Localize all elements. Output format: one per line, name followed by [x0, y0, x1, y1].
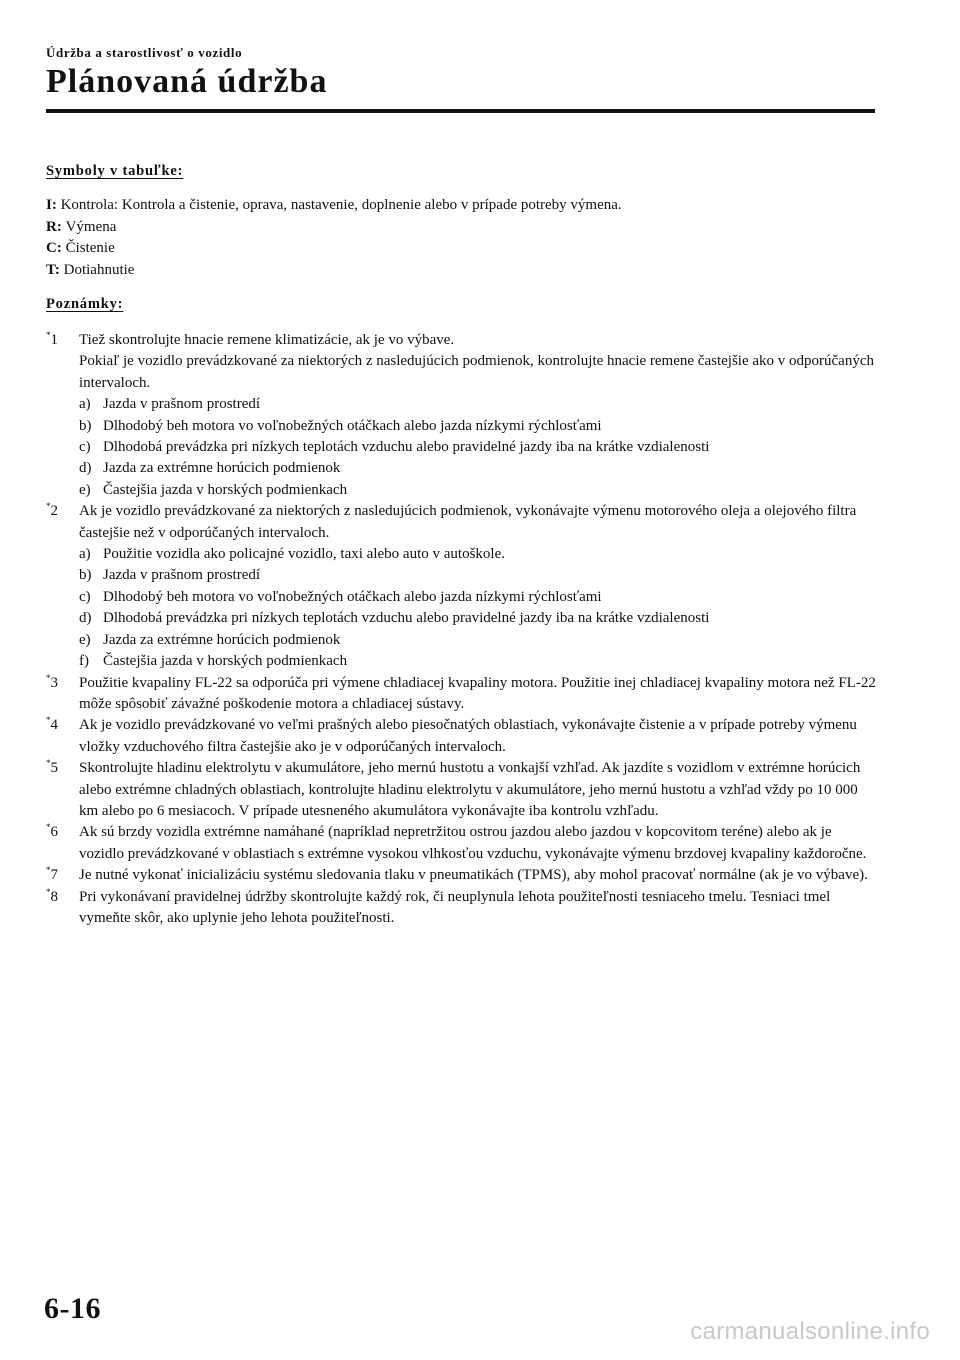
note-7 [46, 865, 876, 886]
list-item: e) Jazda za extrémne horúcich podmienok [79, 631, 341, 648]
note-text: Je nutné vykonať inicializáciu systému sledovania tlaku v pneumatikách (TPMS), aby mohol pracovať normálne (ak je vo výbave). [79, 867, 868, 884]
page-title: Plánovaná údržba [46, 63, 328, 100]
condition-list [79, 544, 876, 672]
symbol-description: Dotiahnutie [63, 261, 135, 278]
note-number: *1 [46, 330, 58, 348]
symbol-key: T: [46, 261, 60, 278]
note-number: *2 [46, 501, 58, 520]
symbols-list [46, 195, 876, 281]
list-item: f) Častejšia jazda v horských podmienkach [79, 653, 348, 670]
list-item: d) Dlhodobá prevádzka pri nízkych teplotách vzduchu alebo pravidelné jazdy iba na krátke vzdialenosti [79, 610, 710, 627]
note-text: Tiež skontrolujte hnacie remene klimatizácie, ak je vo výbave. [79, 332, 455, 348]
notes-heading: Poznámky: [46, 296, 124, 312]
note-number: *3 [46, 672, 58, 691]
list-item: c) Dlhodobá prevádzka pri nízkych teplotách vzduchu alebo pravidelné jazdy iba na krátke vzdialenosti [79, 439, 710, 456]
note-3 [46, 673, 876, 716]
symbol-key: C: [46, 240, 62, 256]
title-divider [46, 109, 875, 113]
symbol-row-inspect [46, 195, 876, 217]
note-body [79, 330, 876, 501]
note-5 [46, 758, 876, 822]
symbol-row-replace [46, 217, 876, 239]
note-6 [46, 822, 876, 865]
note-text: Použitie kvapaliny FL-22 sa odporúča pri výmene chladiacej kvapaliny motora. Použitie inej chladiacej kvapaliny motora než FL-22 môže spôsobiť závažné poškodenie motora a chladiacej sústavy. [79, 674, 876, 712]
note-text: Ak je vozidlo prevádzkované za niektorých z nasledujúcich podmienok, vykonávajte výmenu motorového oleja a olejového filtra častejšie než v odporúčaných intervaloch. [79, 503, 857, 541]
note-number: *5 [46, 758, 58, 777]
note-number: *7 [46, 865, 58, 884]
note-number: *8 [46, 886, 58, 905]
condition-list [79, 394, 876, 501]
list-item: a) Použitie vozidla ako policajné vozidlo, taxi alebo auto v autoškole. [79, 546, 505, 563]
list-item: e) Častejšia jazda v horských podmienkach [79, 481, 348, 498]
note-text: Ak sú brzdy vozidla extrémne namáhané (napríklad nepretržitou ostrou jazdou alebo jazdou v kopcovitom teréne) alebo ak je vozidlo prevádzkované v oblastiach s extrémne vysokou vlhkosťou vzduchu, vykonávajte výmenu brzdovej kvapaliny každoročne. [79, 824, 867, 862]
note-text: Ak je vozidlo prevádzkované vo veľmi prašných alebo piesočnatých oblastiach, vykonávajte čistenie a v prípade potreby výmenu vložky vzduchového filtra častejšie ako je v odporúčaných intervaloch. [79, 717, 857, 755]
symbol-row-tighten [46, 260, 876, 282]
symbols-heading: Symboly v tabuľke: [46, 163, 184, 179]
symbol-description: Kontrola: Kontrola a čistenie, oprava, nastavenie, doplnenie alebo v prípade potreby výmena. [60, 197, 622, 213]
page-number: 6-16 [44, 1292, 101, 1325]
symbol-description: Výmena [65, 218, 117, 235]
note-number: *6 [46, 822, 58, 841]
list-item: a) Jazda v prašnom prostredí [79, 396, 261, 413]
note-body [79, 501, 876, 672]
note-text: Skontrolujte hladinu elektrolytu v akumulátore, jeho mernú hustotu a vonkajší vzhľad. Ak jazdíte s vozidlom v extrémne horúcich alebo extrémne chladných oblastiach, kontrolujte hladinu elektrolytu v akumulátore, jeho mernú hustotu a vzhľad vždy po 10 000 km alebo po 6 mesiacoch. V prípade utesneného akumulátora vykonávajte iba kontrolu vzhľadu. [79, 760, 861, 819]
list-item: c) Dlhodobý beh motora vo voľnobežných otáčkach alebo jazda nízkymi rýchlosťami [79, 588, 602, 605]
symbol-key: R: [46, 218, 62, 235]
notes-list [46, 330, 876, 929]
symbol-description: Čistenie [65, 240, 115, 256]
note-number: *4 [46, 715, 58, 734]
watermark: carmanualsonline.info [690, 1318, 930, 1345]
symbol-key: I: [46, 197, 57, 213]
note-1 [46, 330, 876, 501]
note-text-continued: Pokiaľ je vozidlo prevádzkované za niektorých z nasledujúcich podmienok, kontrolujte hnacie remene častejšie ako v odporúčaných intervaloch. [79, 353, 874, 391]
note-8 [46, 887, 876, 930]
list-item: b) Dlhodobý beh motora vo voľnobežných otáčkach alebo jazda nízkymi rýchlosťami [79, 417, 602, 434]
note-text: Pri vykonávaní pravidelnej údržby skontrolujte každý rok, či neuplynula lehota použiteľnosti tesniaceho tmelu. Tesniaci tmel vymeňte skôr, ako uplynie jeho lehota použiteľnosti. [79, 888, 831, 926]
note-4 [46, 715, 876, 758]
note-2 [46, 501, 876, 672]
section-title: Údržba a starostlivosť o vozidlo [46, 45, 243, 60]
list-item: d) Jazda za extrémne horúcich podmienok [79, 460, 341, 477]
list-item: b) Jazda v prašnom prostredí [79, 567, 261, 584]
symbol-row-clean [46, 238, 876, 260]
